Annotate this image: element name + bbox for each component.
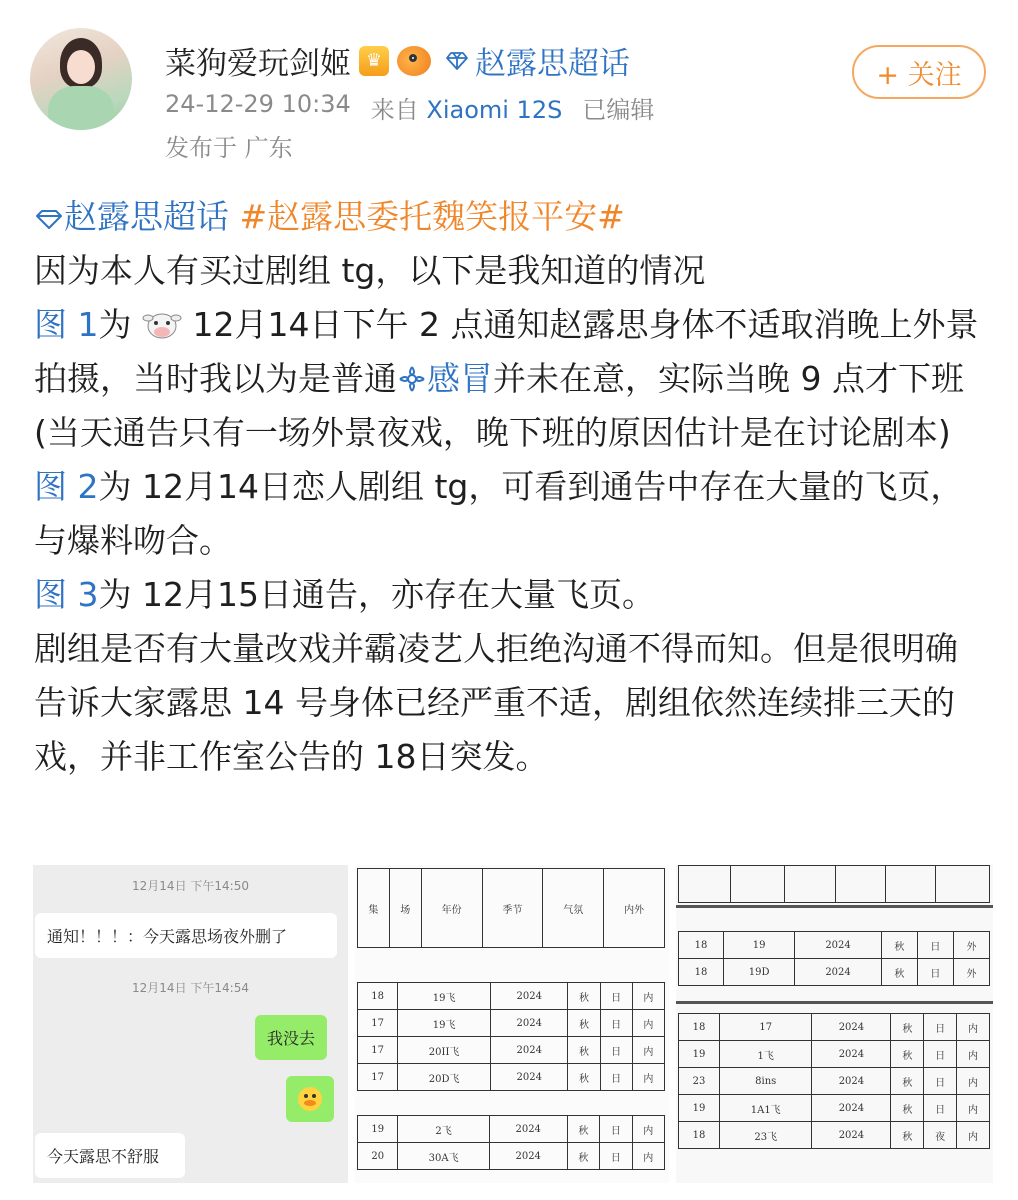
- sheet-cell: 内: [957, 1041, 990, 1068]
- sheet-row: [679, 1068, 990, 1095]
- sheet-cell: 夜: [924, 1122, 957, 1149]
- sheet-cell: 23: [679, 1068, 720, 1095]
- chat-timestamp: 12月14日 下午14:50: [132, 879, 249, 893]
- sheet-cell: 2024: [795, 959, 882, 986]
- sheet-cell: 17: [358, 1064, 398, 1091]
- source-prefix: 来自: [370, 96, 419, 124]
- sheet-cell: 内: [632, 1010, 664, 1037]
- sheet-cell: 23飞: [720, 1122, 812, 1149]
- sheet-cell: 17: [358, 1010, 398, 1037]
- sheet-cell: 内: [957, 1122, 990, 1149]
- cow-emoji-icon: [142, 306, 182, 342]
- post-meta: [165, 90, 654, 125]
- sheet-cell: 内: [957, 1095, 990, 1122]
- sheet-cell: 2024: [812, 1068, 891, 1095]
- sheet-cell: 日: [924, 1041, 957, 1068]
- supertopic-label: 赵露思超话: [475, 46, 630, 82]
- sheet-cell: 2024: [489, 1116, 567, 1143]
- sheet-cell: 秋: [567, 1143, 599, 1170]
- sheet-cell: 19飞: [398, 983, 491, 1010]
- sheet-row: [358, 983, 665, 1010]
- sheet-row: [358, 1037, 665, 1064]
- chat-sticker: [286, 1076, 334, 1122]
- sheet-cell: 8ins: [720, 1068, 812, 1095]
- figure-1-chat-screenshot[interactable]: [33, 865, 348, 1183]
- sheet-cell: 18: [679, 959, 724, 986]
- fig3-text: 为 12月15日通告，亦存在大量飞页。: [98, 575, 655, 614]
- sheet-cell: 日: [917, 932, 953, 959]
- sheet-cell: 19: [723, 932, 794, 959]
- chat-message: 今天露思不舒服: [35, 1133, 185, 1178]
- sheet-cell: 2024: [812, 1095, 891, 1122]
- username[interactable]: 菜狗爱玩剑姬: [165, 46, 351, 82]
- conclusion-text: 剧组是否有大量改戏并霸凌艺人拒绝沟通不得而知。但是很明确告诉大家露思 14 号身体已经严重不适，剧组依然连续排三天的戏，并非工作室公告的 18日突发。: [34, 629, 958, 776]
- sheet-row: [358, 1064, 665, 1091]
- sheet-cell: 2飞: [398, 1116, 489, 1143]
- sheet-cell: 秋: [891, 1041, 924, 1068]
- hashtag-link[interactable]: #赵露思委托魏笑报平安#: [239, 197, 625, 236]
- sheet-header-cell: 年份: [421, 869, 482, 948]
- sheet-cell: 秋: [891, 1014, 924, 1041]
- sheet-cell: 秋: [891, 1068, 924, 1095]
- sheet-cell: 18: [679, 1014, 720, 1041]
- sheet-cell: 2024: [489, 1143, 567, 1170]
- sheet-header-cell: 场: [389, 869, 421, 948]
- post-body: [34, 190, 984, 784]
- sheet-cell: 内: [632, 1143, 664, 1170]
- fig2-text: 为 12月14日恋人剧组 tg，可看到通告中存在大量的飞页，与爆料吻合。: [34, 467, 964, 560]
- page-divider: [676, 1001, 993, 1004]
- cold-link[interactable]: 感冒: [397, 359, 493, 398]
- figure-2-link[interactable]: 图 2: [34, 467, 99, 506]
- call-sheet-header: [357, 868, 665, 948]
- sheet-header-cell: 气氛: [543, 869, 604, 948]
- edited-label: 已编辑: [582, 96, 655, 124]
- sheet-row: [679, 932, 990, 959]
- sheet-cell: 30A飞: [398, 1143, 489, 1170]
- sheet-cell: 秋: [567, 1116, 599, 1143]
- sheet-cell: 18: [679, 1122, 720, 1149]
- sheet-cell: 外: [953, 932, 989, 959]
- post-region: 发布于 广东: [165, 134, 293, 162]
- call-sheet-table: [678, 931, 990, 986]
- sheet-cell: 秋: [568, 1010, 600, 1037]
- sheet-row: [679, 959, 990, 986]
- post-header: [0, 0, 1018, 170]
- avatar[interactable]: [30, 28, 132, 130]
- sheet-cell: 日: [600, 1143, 632, 1170]
- sheet-cell: 内: [957, 1014, 990, 1041]
- call-sheet-table: [357, 1115, 665, 1170]
- supertopic-gem-icon: [445, 51, 469, 71]
- sheet-cell: 1A1飞: [720, 1095, 812, 1122]
- post-timestamp: 24-12-29 10:34: [165, 90, 351, 118]
- figure-3-call-sheet[interactable]: [676, 865, 993, 1183]
- crown-badge-icon: ♛: [359, 46, 389, 76]
- sheet-header-cell: 季节: [482, 869, 543, 948]
- duck-sticker-icon: [295, 1084, 325, 1114]
- sheet-row: [679, 1122, 990, 1149]
- follow-button[interactable]: + 关注: [852, 45, 986, 99]
- sheet-cell: 内: [632, 1037, 664, 1064]
- sheet-cell: 秋: [568, 1064, 600, 1091]
- sheet-cell: 内: [632, 983, 664, 1010]
- sheet-cell: 秋: [891, 1122, 924, 1149]
- sheet-cell: 外: [953, 959, 989, 986]
- sheet-cell: 17: [720, 1014, 812, 1041]
- sheet-row: [679, 1041, 990, 1068]
- chat-message: 通知！！！：今天露思场夜外删了: [35, 913, 337, 958]
- sheet-cell: 2024: [812, 1014, 891, 1041]
- topic-link[interactable]: 赵露思超话: [34, 197, 240, 236]
- page-divider: [676, 905, 993, 908]
- sheet-cell: 秋: [891, 1095, 924, 1122]
- sheet-cell: 19: [679, 1041, 720, 1068]
- sheet-cell: 2024: [491, 983, 568, 1010]
- sheet-cell: 18: [679, 932, 724, 959]
- sheet-cell: 19: [358, 1116, 398, 1143]
- sheet-cell: 20II飞: [398, 1037, 491, 1064]
- username-row: [165, 38, 630, 83]
- sheet-cell: 日: [924, 1014, 957, 1041]
- sheet-cell: 2024: [491, 1010, 568, 1037]
- sheet-cell: 18: [358, 983, 398, 1010]
- sheet-cell: 日: [924, 1095, 957, 1122]
- sheet-cell: 19飞: [398, 1010, 491, 1037]
- sheet-cell: 日: [600, 1010, 632, 1037]
- sheet-cell: 20D飞: [398, 1064, 491, 1091]
- supertopic-gem-icon: [34, 208, 64, 230]
- image-grid: [33, 865, 993, 1183]
- fig1-text-c: 并未在意，实际当晚 9 点才下班 (当天通告只有一场外景夜戏，晚下班的原因估计是在讨论剧本): [34, 359, 964, 452]
- sheet-cell: 19D: [723, 959, 794, 986]
- figure-1-link[interactable]: 图 1: [34, 305, 99, 344]
- sheet-cell: 秋: [568, 1037, 600, 1064]
- flower-icon: [397, 364, 427, 394]
- sheet-header-cell: 内外: [604, 869, 665, 948]
- fig1-text-b: 12月14日下午 2 点通知赵露思身体不适取消晚上外景拍摄，当时我以为是普通: [34, 305, 979, 398]
- sheet-row: [679, 1095, 990, 1122]
- chat-timestamp: 12月14日 下午14:54: [132, 981, 249, 995]
- sheet-cell: 2024: [795, 932, 882, 959]
- sheet-cell: 秋: [881, 932, 917, 959]
- sheet-cell: 20: [358, 1143, 398, 1170]
- device-link[interactable]: Xiaomi 12S: [426, 96, 563, 124]
- sheet-cell: 日: [600, 983, 632, 1010]
- sheet-cell: 日: [600, 1116, 632, 1143]
- sheet-row: [358, 1116, 665, 1143]
- sheet-cell: 秋: [881, 959, 917, 986]
- sheet-row: [358, 1010, 665, 1037]
- sheet-cell: 2024: [812, 1041, 891, 1068]
- sheet-cell: 日: [600, 1064, 632, 1091]
- sheet-cell: 日: [600, 1037, 632, 1064]
- sheet-cell: 日: [924, 1068, 957, 1095]
- sheet-cell: 日: [917, 959, 953, 986]
- sheet-cell: 19: [679, 1095, 720, 1122]
- sheet-cell: 1飞: [720, 1041, 812, 1068]
- supertopic-link[interactable]: [445, 38, 630, 83]
- call-sheet-header: [678, 865, 990, 903]
- figure-2-call-sheet[interactable]: [355, 865, 669, 1183]
- sheet-cell: 内: [957, 1068, 990, 1095]
- sheet-row: [679, 1014, 990, 1041]
- sheet-cell: 2024: [491, 1064, 568, 1091]
- sheet-cell: 17: [358, 1037, 398, 1064]
- call-sheet-table: [678, 1013, 990, 1149]
- figure-3-link[interactable]: 图 3: [34, 575, 99, 614]
- sheet-header-cell: 集: [358, 869, 390, 948]
- call-sheet-table: [357, 982, 665, 1091]
- pufferfish-badge-icon: [397, 46, 431, 76]
- sheet-cell: 2024: [491, 1037, 568, 1064]
- fig1-text-a: 为: [98, 305, 142, 344]
- intro-line: 因为本人有买过剧组 tg，以下是我知道的情况: [34, 251, 706, 290]
- sheet-cell: 2024: [812, 1122, 891, 1149]
- sheet-cell: 内: [632, 1064, 664, 1091]
- sheet-row: [358, 1143, 665, 1170]
- sheet-cell: 秋: [568, 983, 600, 1010]
- sheet-cell: 内: [632, 1116, 664, 1143]
- chat-message: 我没去: [255, 1015, 327, 1060]
